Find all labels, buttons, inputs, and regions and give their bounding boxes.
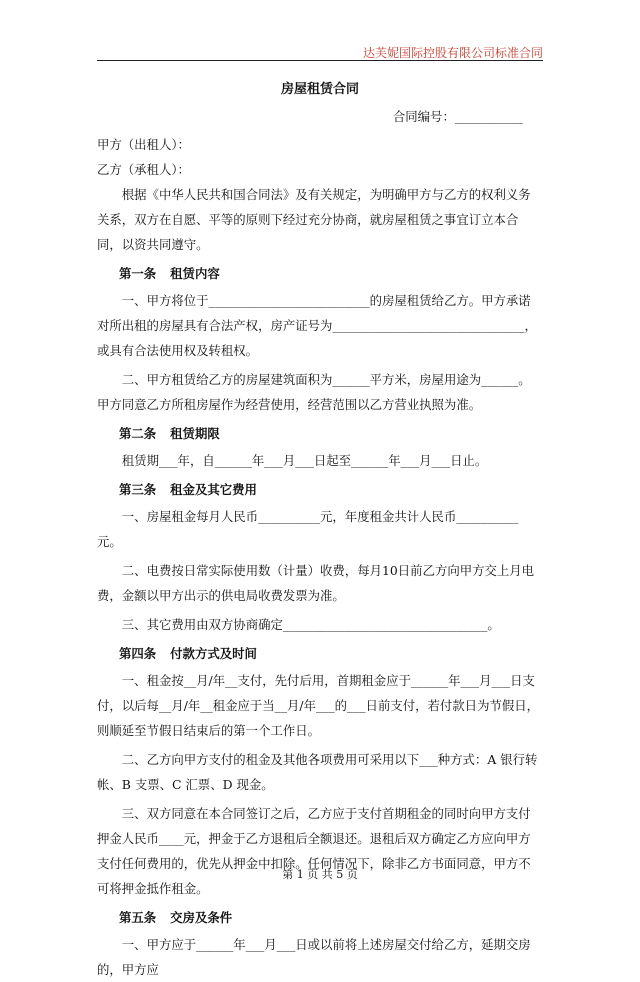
article-number: 第三条 [119, 482, 157, 497]
party-a: 甲方（出租人）： [97, 137, 190, 152]
party-b: 乙方（承租人）： [97, 162, 190, 177]
article-paragraph: 一、租金按__月/年__支付，先付后用，首期租金应于______年___月___日支付，以后每__月/年__租金应于当__月/年___的___日前支付，若付款日为节假日，则顺延至节假日结束后的第一个工作日。 [97, 673, 540, 738]
article-number: 第四条 [119, 646, 157, 661]
article-paragraph: 一、房屋租金每月人民币__________元，年度租金共计人民币__________元。 [97, 509, 519, 549]
header-rule [97, 60, 543, 61]
article-title: 交房及条件 [170, 910, 233, 925]
contract-number: 合同编号：___________ [392, 109, 523, 124]
article-title: 租赁内容 [170, 266, 220, 281]
article-title: 付款方式及时间 [170, 646, 257, 661]
article-number: 第五条 [119, 910, 157, 925]
article-number: 第一条 [119, 266, 157, 281]
article-paragraph: 三、其它费用由双方协商确定_________________________________。 [121, 617, 500, 632]
article-number: 第二条 [119, 426, 157, 441]
page-number: 第 1 页 共 5 页 [282, 868, 358, 881]
article-heading [97, 261, 543, 286]
article-title: 租金及其它费用 [170, 482, 257, 497]
company-header: 达芙妮国际控股有限公司标准合同 [362, 46, 543, 60]
article-paragraph: 租赁期___年，自______年___月___日起至______年___月___日止。 [121, 453, 488, 468]
article-paragraph: 二、乙方向甲方支付的租金及其他各项费用可采用以下___种方式：A 银行转帐、B 支票、C 汇票、D 现金。 [97, 752, 538, 792]
article-paragraph: 二、电费按日常实际使用数（计量）收费，每月10日前乙方向甲方交上月电费，金额以甲方出示的供电局收费发票为准。 [97, 563, 535, 603]
article-title: 租赁期限 [170, 426, 220, 441]
article-heading [97, 477, 543, 502]
article-paragraph: 一、甲方将位于__________________________的房屋租赁给乙方。甲方承诺对所出租的房屋具有合法产权，房产证号为_______________________________，或具有合法使用权及转租权。 [97, 293, 537, 358]
article-heading [97, 905, 543, 930]
article-heading [97, 421, 543, 446]
document-title: 房屋租赁合同 [280, 82, 359, 97]
article-paragraph: 二、甲方租赁给乙方的房屋建筑面积为______平方米，房屋用途为______。甲方同意乙方所租房屋作为经营使用，经营范围以乙方营业执照为准。 [97, 372, 531, 412]
intro-paragraph: 根据《中华人民共和国合同法》及有关规定，为明确甲方与乙方的权利义务关系，双方在自愿、平等的原则下经过充分协商，就房屋租赁之事宜订立本合同，以资共同遵守。 [97, 187, 531, 252]
article-paragraph: 三、双方同意在本合同签订之后，乙方应于支付首期租金的同时向甲方支付押金人民币____元，押金于乙方退租后全额退还。退租后双方确定乙方应向甲方支付任何费用的，优先从押金中扣除。任何情况下，除非乙方书面同意，甲方不可将押金抵作租金。 [97, 806, 531, 896]
article-paragraph: 一、甲方应于______年___月___日或以前将上述房屋交付给乙方，延期交房的，甲方应 [97, 937, 531, 977]
article-heading [97, 641, 543, 666]
document-body [97, 78, 543, 982]
